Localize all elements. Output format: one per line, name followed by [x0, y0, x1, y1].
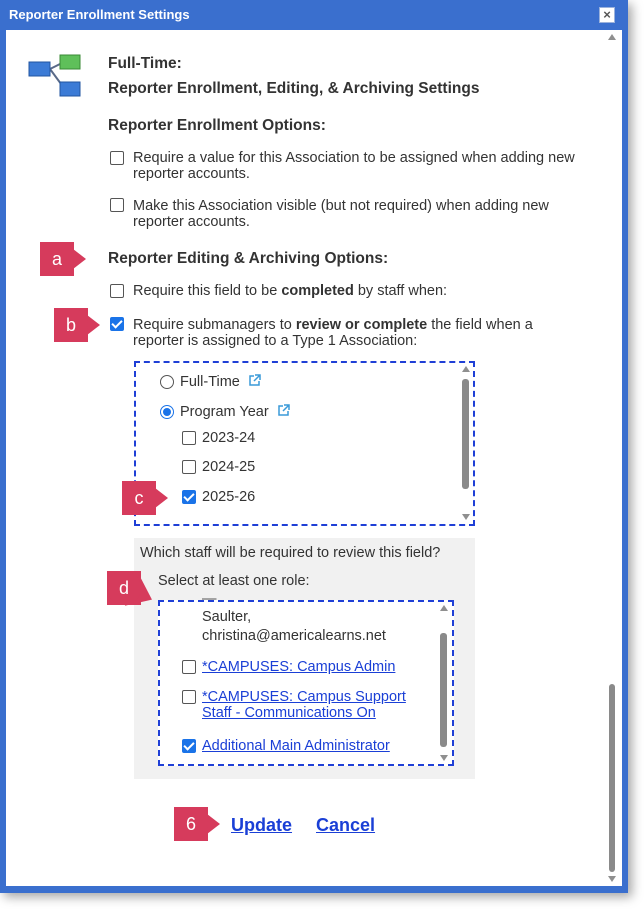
external-link-icon[interactable]: [248, 374, 261, 387]
dialog-title: Reporter Enrollment Settings: [9, 7, 190, 22]
editing-option-2-checkbox[interactable]: [110, 317, 124, 331]
clipped-role-text: —: [202, 591, 217, 607]
role-campus-admin-link[interactable]: *CAMPUSES: Campus Admin: [202, 659, 396, 675]
enrollment-option-2-label: Make this Association visible (but not required) when adding new reporter accounts.: [133, 198, 549, 230]
clipped-role-line-1: Saulter,: [202, 609, 252, 625]
radio-program-year-label: Program Year: [180, 404, 269, 420]
editing-option-1-label: Require this field to be completed by staff when:: [133, 283, 448, 299]
role-campus-support-link[interactable]: *CAMPUSES: Campus Support Staff - Communications On: [202, 689, 406, 721]
role-main-admin-link[interactable]: Additional Main Administrator: [202, 738, 390, 754]
staff-question: Which staff will be required to review this field?: [140, 545, 441, 561]
title-bar: [0, 0, 628, 30]
role-list-outline: [158, 600, 454, 766]
year-2025-26-label: 2025-26: [202, 489, 256, 505]
org-tree-icon: [26, 52, 84, 100]
year-2024-25-label: 2024-25: [202, 459, 256, 475]
radio-full-time-label: Full-Time: [180, 374, 240, 390]
external-link-icon[interactable]: [277, 404, 290, 417]
year-2023-24-label: 2023-24: [202, 430, 256, 446]
callout-c: c: [122, 481, 156, 515]
enrollment-heading: Reporter Enrollment Options:: [108, 117, 326, 134]
year-2025-26-checkbox[interactable]: [182, 490, 196, 504]
association-list-scrollbar[interactable]: [459, 366, 473, 520]
close-icon[interactable]: ×: [599, 7, 615, 23]
callout-b: b: [54, 308, 88, 342]
header-line-1: Full-Time:: [108, 55, 182, 72]
update-button[interactable]: Update: [231, 815, 293, 835]
year-2023-24-checkbox[interactable]: [182, 431, 196, 445]
callout-a: a: [40, 242, 74, 276]
dialog-scrollbar[interactable]: [605, 30, 620, 886]
header-line-2: Reporter Enrollment, Editing, & Archiving Settings: [108, 80, 480, 97]
year-2024-25-checkbox[interactable]: [182, 460, 196, 474]
enrollment-option-1-checkbox[interactable]: [110, 151, 124, 165]
staff-prompt: Select at least one role:: [158, 573, 310, 589]
editing-option-1-checkbox[interactable]: [110, 284, 124, 298]
cancel-button[interactable]: Cancel: [316, 815, 376, 835]
callout-6: 6: [174, 807, 208, 841]
role-list-scrollbar[interactable]: [437, 605, 451, 761]
radio-full-time[interactable]: [160, 375, 174, 389]
dialog-content: [6, 30, 622, 886]
editing-option-2-label: Require submanagers to review or complete the field when a reporter is assigned to a Type 1 Association:: [133, 317, 533, 349]
clipped-role-line-2: christina@americalearns.net: [202, 628, 386, 644]
callout-d: d: [107, 571, 141, 605]
enrollment-option-1-label: Require a value for this Association to be assigned when adding new reporter accounts.: [133, 150, 575, 182]
enrollment-option-2-checkbox[interactable]: [110, 198, 124, 212]
radio-program-year[interactable]: [160, 405, 174, 419]
editing-heading: Reporter Editing & Archiving Options:: [108, 250, 389, 267]
